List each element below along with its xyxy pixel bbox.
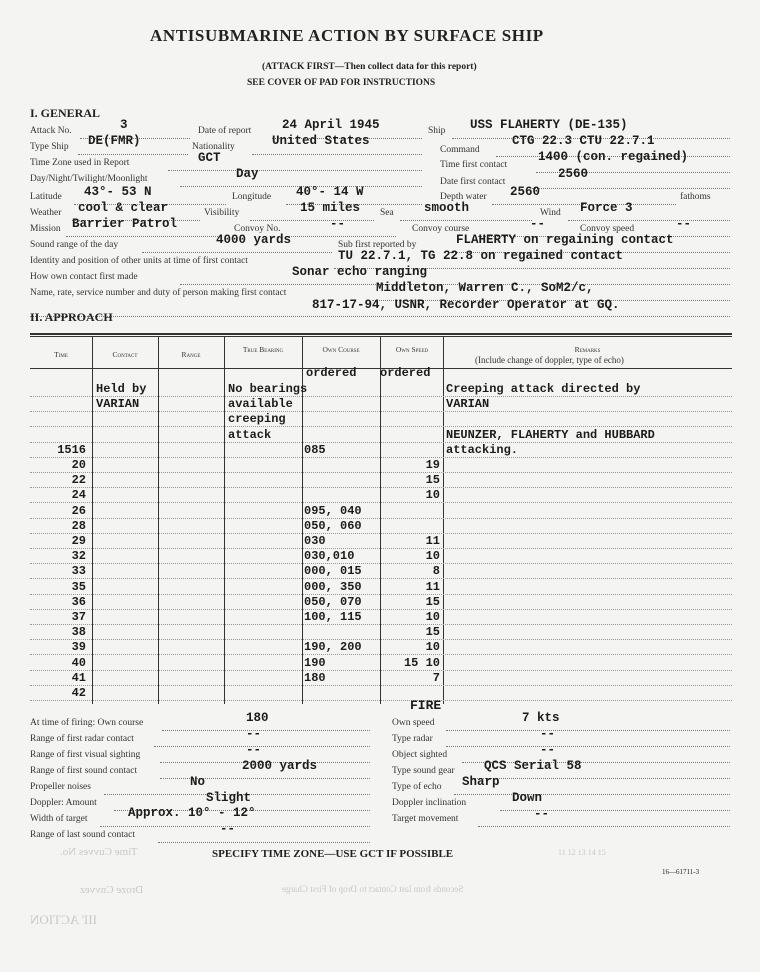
name-value-2: 817-17-94, USNR, Recorder Operator at GQ. (312, 298, 620, 312)
specify-time-zone: SPECIFY TIME ZONE—USE GCT IF POSSIBLE (212, 848, 454, 860)
own-course-value: 180 (246, 711, 269, 725)
ship-value: USS FLAHERTY (DE-135) (470, 118, 628, 132)
visual-value: -- (246, 743, 262, 757)
col-time: Time (54, 350, 68, 359)
col-remarks-sub: (Include change of doppler, type of echo) (475, 355, 624, 365)
visibility-label: Visibility (204, 208, 240, 218)
visibility-value: 15 miles (300, 201, 361, 215)
ship-label: Ship (428, 126, 446, 136)
row-speed: 11 (425, 579, 440, 594)
row-bearing: available (228, 397, 293, 412)
how-contact-value: Sonar echo ranging (292, 265, 428, 279)
row-contact: Held by (96, 382, 147, 396)
name-value-1: Middleton, Warren C., SoM2/c, (376, 281, 594, 295)
row-speed: 11 (425, 534, 440, 548)
command-label: Command (440, 145, 480, 155)
radar-contact-value: -- (246, 727, 262, 741)
propeller-label: Propeller noises (30, 782, 91, 792)
date-first-contact-label: Date first contact (440, 177, 506, 187)
row-bearing: creeping (228, 412, 286, 427)
longitude-value: 40°- 14 W (296, 185, 364, 199)
mission-label: Mission (30, 224, 61, 234)
weather-value: cool & clear (78, 201, 169, 215)
time-first-contact-value: 1400 (con. regained) (538, 150, 689, 164)
row-speed: 10 (425, 640, 440, 655)
type-ship-label: Type Ship (30, 142, 69, 152)
ghost-text-5: 11 12 13 14 15 (558, 848, 606, 857)
form-number: 16—61711-3 (662, 868, 700, 876)
doppler-incl-label: Doppler inclination (392, 798, 467, 808)
row-remarks: attacking. (446, 442, 519, 457)
row-time: 22 (71, 473, 86, 488)
sea-value: smooth (424, 201, 470, 215)
time-zone-value: GCT (198, 151, 221, 165)
row-time: 38 (71, 625, 86, 640)
table-row (30, 457, 732, 458)
row-bearing: No bearings (228, 382, 308, 396)
row-time: 35 (71, 579, 86, 594)
sub-reported-label: Sub first reported by (338, 240, 417, 250)
col-range: Range (181, 350, 201, 359)
table-row (30, 502, 732, 503)
row-course: 000, 350 (304, 579, 362, 594)
time-zone-label: Time Zone used in Report (30, 158, 130, 168)
table-row (30, 533, 732, 534)
row-remarks: NEUNZER, FLAHERTY and HUBBARD (446, 427, 655, 442)
depth-value: 2560 (510, 185, 541, 199)
date-first-contact-value: 2560 (558, 167, 589, 181)
doppler-incl-value: Down (512, 791, 543, 805)
date-report-label: Date of report (198, 126, 252, 136)
row-time: 33 (71, 564, 86, 579)
doppler-value: Slight (206, 791, 252, 805)
echo-value: Sharp (462, 775, 500, 789)
own-speed-value: 7 kts (522, 711, 560, 725)
propeller-value: No (190, 775, 206, 789)
form-title: ANTISUBMARINE ACTION BY SURFACE SHIP (150, 26, 544, 45)
row-course: 085 (304, 442, 326, 457)
row-course: 100, 115 (304, 610, 362, 624)
sea-label: Sea (380, 208, 394, 218)
row-remarks: Creeping attack directed by (446, 382, 641, 396)
convoy-speed-value: -- (676, 217, 692, 231)
sub-reported-value: FLAHERTY on regaining contact (456, 233, 674, 247)
row-time: 32 (71, 549, 86, 564)
time-first-contact-label: Time first contact (440, 160, 508, 170)
row-speed: 15 (425, 625, 440, 640)
row-time: 36 (71, 594, 86, 609)
row-course: 030 (304, 534, 326, 548)
row-speed: 10 (425, 488, 440, 503)
col-remarks: Remarks (574, 345, 601, 354)
table-row (30, 411, 732, 412)
convoy-course-value: -- (530, 217, 546, 231)
nationality-value: United States (272, 134, 370, 148)
width-value: Approx. 10° - 12° (128, 806, 256, 820)
table-row (30, 624, 732, 625)
ghost-text-3: III' ACTION (30, 912, 97, 927)
doppler-label: Doppler: Amount (30, 798, 97, 808)
row-speed: 8 (432, 564, 440, 579)
row-time: 37 (71, 610, 86, 624)
table-row (30, 685, 732, 686)
row-course: 095, 040 (304, 503, 362, 518)
radar-contact-label: Range of first radar contact (30, 734, 134, 744)
convoy-course-label: Convoy course (412, 224, 470, 234)
depth-label: Depth water (440, 192, 487, 202)
longitude-label: Longitude (232, 192, 272, 202)
wind-label: Wind (540, 208, 561, 218)
row-course: 190 (304, 655, 326, 670)
row-course: 000, 015 (304, 564, 362, 579)
convoy-no-label: Convoy No. (234, 224, 281, 234)
row-speed: 10 (425, 549, 440, 564)
command-value: CTG 22.3 CTU 22.7.1 (512, 134, 655, 148)
row-course: 050, 060 (304, 518, 362, 533)
row-time: 29 (71, 534, 86, 548)
type-radar-value: -- (540, 727, 556, 741)
row-time: 42 (71, 686, 86, 700)
row-speed: 15 (425, 473, 440, 488)
row-speed: 15 10 (403, 655, 440, 670)
col-own-course: Own Course (322, 345, 360, 354)
ghost-text-4: Seconds from last Contact to Drop of First Charge (282, 884, 464, 894)
table-row (30, 639, 732, 640)
latitude-value: 43°- 53 N (84, 185, 152, 199)
attack-no-label: Attack No. (30, 126, 72, 136)
section-approach-heading: II. APPROACH (30, 310, 113, 324)
identity-label: Identity and position of other units at time of first contact (30, 256, 248, 266)
sound-contact-label: Range of first sound contact (30, 766, 138, 776)
visual-label: Range of first visual sighting (30, 750, 141, 760)
row-course: 050, 070 (304, 594, 362, 609)
col-contact: Contact (112, 350, 138, 359)
row-time: 20 (71, 458, 86, 472)
sound-gear-value: QCS Serial 58 (484, 759, 582, 773)
table-row (30, 472, 732, 473)
latitude-label: Latitude (30, 192, 62, 202)
row-speed: 15 (425, 594, 440, 609)
nationality-label: Nationality (192, 142, 235, 152)
sound-range-value: 4000 yards (216, 233, 292, 247)
row-course: 190, 200 (304, 640, 362, 655)
row-bearing: attack (228, 427, 272, 442)
row-time: 1516 (57, 442, 86, 457)
table-row (30, 548, 732, 549)
attack-no-value: 3 (120, 118, 128, 132)
width-label: Width of target (30, 814, 88, 824)
row-course: 030,010 (304, 549, 355, 564)
last-sound-value: -- (220, 822, 236, 836)
row-contact: VARIAN (96, 397, 140, 412)
sound-contact-value: 2000 yards (242, 759, 318, 773)
row-course: 180 (304, 670, 326, 685)
row-speed: 7 (432, 670, 440, 685)
row-time: 24 (71, 488, 86, 503)
target-mv-label: Target movement (392, 814, 459, 824)
row-time: 28 (71, 518, 86, 533)
row-time: 39 (71, 640, 86, 655)
speed-ordered: ordered (380, 366, 431, 380)
identity-value: TU 22.7.1, TG 22.8 on regained contact (338, 249, 624, 263)
wind-value: Force 3 (580, 201, 633, 215)
sound-gear-label: Type sound gear (392, 766, 455, 776)
convoy-no-value: -- (330, 217, 346, 231)
table-row (30, 670, 732, 671)
course-ordered: ordered (306, 366, 357, 380)
subtitle-instructions: SEE COVER OF PAD FOR INSTRUCTIONS (247, 78, 436, 88)
col-true-bearing: True Bearing (242, 345, 284, 354)
own-course-label: At time of firing: Own course (30, 718, 144, 728)
table-row (30, 518, 732, 519)
echo-label: Type of echo (392, 782, 442, 792)
table-row (30, 700, 732, 701)
row-time: 40 (71, 655, 86, 670)
table-row (30, 563, 732, 564)
ghost-text-1: Time Cuvves No. (60, 846, 138, 858)
fire-label: FIRE (410, 698, 442, 713)
name-label: Name, rate, service number and duty of person making first contact (30, 288, 287, 298)
subtitle-attack-first: (ATTACK FIRST—Then collect data for this report) (262, 62, 477, 72)
section-general-heading: I. GENERAL (30, 106, 101, 120)
day-night-label: Day/Night/Twilight/Moonlight (30, 174, 148, 184)
own-speed-label: Own speed (392, 718, 435, 728)
weather-label: Weather (30, 208, 62, 218)
table-row (30, 609, 732, 610)
table-row (30, 654, 732, 655)
object-value: -- (540, 743, 556, 757)
row-speed: 19 (425, 458, 440, 472)
sound-range-label: Sound range of the day (30, 240, 119, 250)
how-contact-label: How own contact first made (30, 272, 138, 282)
fathoms-label: fathoms (680, 192, 711, 202)
target-mv-value: -- (534, 807, 550, 821)
mission-value: Barrier Patrol (72, 217, 178, 231)
type-radar-label: Type radar (392, 734, 433, 744)
row-speed: 10 (425, 610, 440, 624)
object-label: Object sighted (392, 750, 448, 760)
table-row (30, 594, 732, 595)
row-time: 26 (71, 503, 86, 518)
convoy-speed-label: Convoy speed (580, 224, 635, 234)
ghost-text-2: Droze Cnvvez (80, 884, 144, 896)
table-row (30, 487, 732, 488)
row-time: 41 (71, 670, 86, 685)
date-report-value: 24 April 1945 (282, 118, 380, 132)
table-row (30, 578, 732, 579)
row-remarks: VARIAN (446, 397, 490, 412)
type-ship-value: DE(FMR) (88, 134, 141, 148)
day-night-value: Day (236, 167, 259, 181)
last-sound-label: Range of last sound contact (30, 830, 136, 840)
col-own-speed: Own Speed (395, 345, 429, 354)
